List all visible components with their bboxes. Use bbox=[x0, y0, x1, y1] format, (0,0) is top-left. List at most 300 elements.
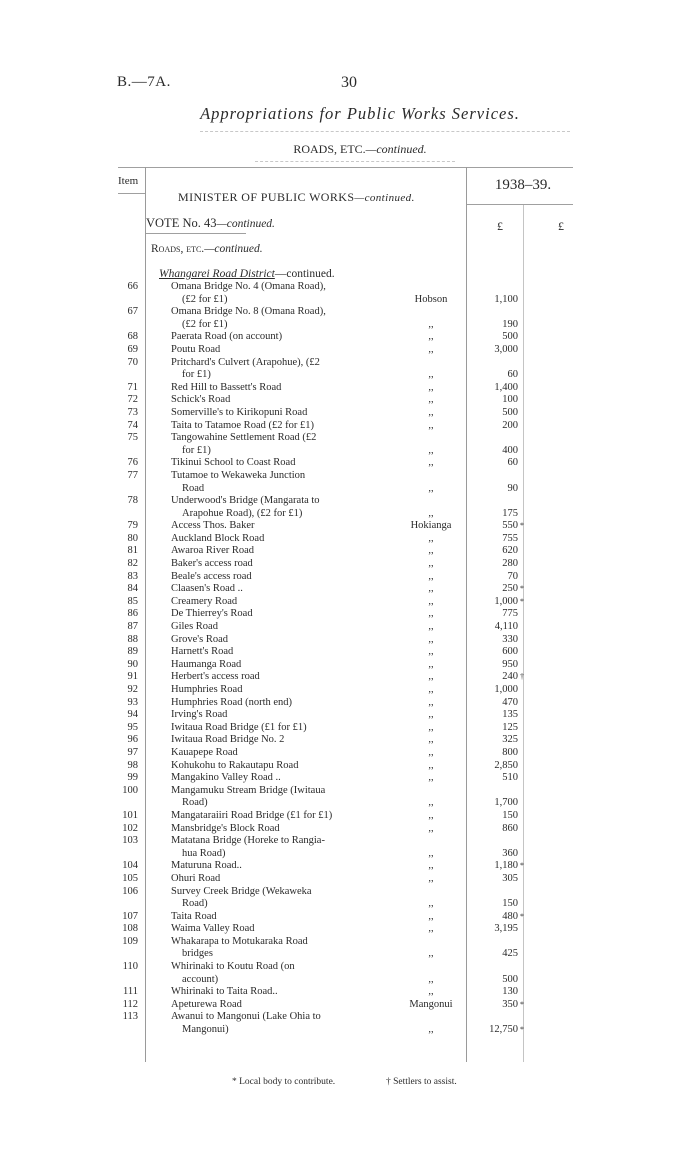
footnote-local-body: * Local body to contribute. bbox=[232, 1077, 336, 1087]
item-number: 74 bbox=[127, 419, 138, 431]
description-line: Tutamoe to Wekaweka Junction bbox=[171, 469, 306, 481]
footnote-mark: * bbox=[520, 911, 524, 921]
item-description bbox=[171, 281, 361, 306]
amount-value: 305 bbox=[502, 872, 518, 884]
electoral-district: ,, bbox=[428, 872, 434, 884]
item-number: 103 bbox=[122, 835, 138, 847]
table-row bbox=[0, 860, 700, 873]
item-description bbox=[171, 533, 361, 546]
amount bbox=[468, 697, 518, 710]
amount bbox=[468, 948, 518, 961]
item-number: 108 bbox=[122, 923, 138, 935]
item-number: 111 bbox=[123, 986, 138, 998]
amount bbox=[468, 571, 518, 584]
electoral-district: ,, bbox=[428, 948, 434, 960]
amount-value: 135 bbox=[502, 709, 518, 721]
electoral-district: ,, bbox=[428, 545, 434, 557]
electoral-district: ,, bbox=[428, 898, 434, 910]
amount bbox=[468, 331, 518, 344]
table-row bbox=[0, 382, 700, 395]
table-row bbox=[0, 646, 700, 659]
item-number: 97 bbox=[127, 746, 138, 758]
amount bbox=[468, 483, 518, 496]
table-row bbox=[0, 823, 700, 836]
electoral-district: ,, bbox=[428, 444, 434, 456]
item-description bbox=[171, 520, 361, 533]
electoral-district: ,, bbox=[428, 696, 434, 708]
item-description bbox=[171, 961, 361, 986]
amount-value: 510 bbox=[502, 772, 518, 784]
item-number: 99 bbox=[127, 772, 138, 784]
amount bbox=[468, 382, 518, 395]
electoral-district: ,, bbox=[428, 973, 434, 985]
amount-value: 175 bbox=[502, 507, 518, 519]
amount-value: 60 bbox=[507, 369, 518, 381]
electoral-district: ,, bbox=[428, 482, 434, 494]
description-line: Mangataraiiri Road Bridge (£1 for £1) bbox=[171, 809, 333, 821]
table-row bbox=[0, 281, 700, 306]
item-description bbox=[171, 583, 361, 596]
electoral-district: ,, bbox=[428, 532, 434, 544]
electoral-district: ,, bbox=[428, 381, 434, 393]
amount bbox=[468, 684, 518, 697]
description-line: Apeturewa Road bbox=[171, 998, 242, 1010]
district-label: Whangarei Road District bbox=[159, 268, 275, 280]
item-number: 87 bbox=[127, 621, 138, 633]
table-row bbox=[0, 545, 700, 558]
table-row bbox=[0, 571, 700, 584]
item-description bbox=[171, 382, 361, 395]
electoral-district: ,, bbox=[428, 734, 434, 746]
item-number: 83 bbox=[127, 570, 138, 582]
item-number: 82 bbox=[127, 558, 138, 570]
item-number: 112 bbox=[122, 998, 138, 1010]
item-number: 79 bbox=[127, 520, 138, 532]
table-row bbox=[0, 961, 700, 986]
description-line: Arapohue Road), (£2 for £1) bbox=[182, 507, 303, 519]
table-row bbox=[0, 470, 700, 495]
item-description bbox=[171, 571, 361, 584]
electoral-district: ,, bbox=[428, 986, 434, 998]
table-row bbox=[0, 986, 700, 999]
item-description bbox=[171, 671, 361, 684]
description-line: Paerata Road (on account) bbox=[171, 331, 283, 343]
description-line: Mangamuku Stream Bridge (Iwitaua bbox=[171, 784, 326, 796]
amount bbox=[468, 595, 524, 609]
item-number: 95 bbox=[127, 721, 138, 733]
table-row bbox=[0, 671, 700, 684]
description-line: Mangakino Valley Road .. bbox=[171, 772, 281, 784]
electoral-district: ,, bbox=[428, 759, 434, 771]
electoral-district: ,, bbox=[428, 772, 434, 784]
electoral-district: ,, bbox=[428, 558, 434, 570]
description-line: Road bbox=[182, 482, 205, 494]
item-number: 86 bbox=[127, 608, 138, 620]
table-row bbox=[0, 420, 700, 433]
table-row bbox=[0, 709, 700, 722]
electoral-district: ,, bbox=[428, 570, 434, 582]
item-number: 67 bbox=[127, 306, 138, 318]
amount bbox=[468, 294, 518, 307]
description-line: Taita to Tatamoe Road (£2 for £1) bbox=[171, 419, 314, 431]
amount bbox=[468, 508, 518, 521]
table-row bbox=[0, 608, 700, 621]
table-row bbox=[0, 621, 700, 634]
item-number: 85 bbox=[127, 595, 138, 607]
table-row bbox=[0, 596, 700, 609]
amount-value: 2,850 bbox=[494, 759, 518, 771]
amount-value: 200 bbox=[502, 419, 518, 431]
amount-value: 3,000 bbox=[494, 343, 518, 355]
item-number: 90 bbox=[127, 658, 138, 670]
item-description bbox=[171, 495, 361, 520]
amount-value: 100 bbox=[502, 394, 518, 406]
description-line: Giles Road bbox=[171, 621, 218, 633]
item-description bbox=[171, 999, 361, 1012]
page-title: Appropriations for Public Works Services. bbox=[200, 104, 520, 123]
description-line: Awanui to Mangonui (Lake Ohia to bbox=[171, 1011, 321, 1023]
amount-value: 950 bbox=[502, 658, 518, 670]
electoral-district: ,, bbox=[428, 457, 434, 469]
amount-value: 12,750 bbox=[489, 1024, 518, 1036]
amount-value: 755 bbox=[502, 532, 518, 544]
electoral-district: ,, bbox=[428, 797, 434, 809]
item-description bbox=[171, 634, 361, 647]
minister-heading bbox=[178, 190, 415, 205]
amount bbox=[468, 797, 518, 810]
footnote-mark: * bbox=[520, 584, 524, 594]
electoral-district: ,, bbox=[428, 721, 434, 733]
subtitle-main: ROADS, ETC. bbox=[293, 142, 366, 156]
electoral-district: ,, bbox=[428, 646, 434, 658]
amount bbox=[468, 646, 518, 659]
table-row bbox=[0, 873, 700, 886]
table-row bbox=[0, 331, 700, 344]
description-line: Beale's access road bbox=[171, 570, 252, 582]
title-rule bbox=[200, 131, 570, 132]
footnote-mark: * bbox=[520, 1025, 524, 1035]
item-number: 78 bbox=[127, 495, 138, 507]
description-line: for £1) bbox=[182, 369, 211, 381]
item-number: 104 bbox=[122, 860, 138, 872]
minister-label: MINISTER OF PUBLIC WORKS bbox=[178, 190, 355, 204]
description-line: Schick's Road bbox=[171, 394, 231, 406]
amount bbox=[468, 533, 518, 546]
table-row bbox=[0, 495, 700, 520]
item-description bbox=[171, 835, 361, 860]
description-line: Kauapepe Road bbox=[171, 746, 238, 758]
item-description bbox=[171, 697, 361, 710]
item-description bbox=[171, 357, 361, 382]
item-number: 92 bbox=[127, 684, 138, 695]
electoral-district: Hobson bbox=[414, 293, 448, 305]
amount-value: 130 bbox=[502, 986, 518, 998]
amount bbox=[468, 420, 518, 433]
item-number: 91 bbox=[127, 671, 138, 683]
amount bbox=[468, 659, 518, 672]
amount bbox=[468, 457, 518, 470]
amount-value: 330 bbox=[502, 633, 518, 645]
amount bbox=[468, 823, 518, 836]
item-number: 81 bbox=[127, 545, 138, 557]
item-description bbox=[171, 760, 361, 773]
description-line: Awaroa River Road bbox=[171, 545, 255, 557]
description-line: Kohukohu to Rakautapu Road bbox=[171, 759, 299, 771]
amount-value: 480 bbox=[502, 910, 518, 922]
electoral-district: ,, bbox=[428, 507, 434, 519]
item-description bbox=[171, 810, 361, 823]
electoral-district: ,, bbox=[428, 822, 434, 834]
roads-heading bbox=[151, 243, 263, 255]
item-description bbox=[171, 823, 361, 836]
amount bbox=[468, 810, 518, 823]
amount-value: 1,700 bbox=[494, 797, 518, 809]
electoral-district: Mangonui bbox=[409, 998, 453, 1010]
item-number: 93 bbox=[127, 696, 138, 708]
description-line: Herbert's access road bbox=[171, 671, 260, 683]
electoral-district: ,, bbox=[428, 394, 434, 406]
footnote-mark: † bbox=[520, 672, 524, 682]
description-line: Ohuri Road bbox=[171, 872, 221, 884]
amount bbox=[468, 923, 518, 936]
item-description bbox=[171, 923, 361, 936]
item-description bbox=[171, 747, 361, 760]
description-line: hua Road) bbox=[182, 847, 226, 859]
item-description bbox=[171, 420, 361, 433]
electoral-district: ,, bbox=[428, 709, 434, 721]
footnote-mark: * bbox=[520, 521, 524, 531]
amount-value: 1,000 bbox=[494, 595, 518, 607]
table-row bbox=[0, 634, 700, 647]
electoral-district: ,, bbox=[428, 746, 434, 758]
vote-label: VOTE No. 43 bbox=[146, 216, 217, 230]
amount bbox=[468, 747, 518, 760]
item-description bbox=[171, 457, 361, 470]
amount-value: 190 bbox=[502, 318, 518, 330]
amount bbox=[468, 558, 518, 571]
amount-value: 500 bbox=[502, 973, 518, 985]
subtitle-continued: —continued. bbox=[365, 142, 427, 156]
item-number: 70 bbox=[127, 356, 138, 368]
item-description bbox=[171, 659, 361, 672]
district-continued: —continued. bbox=[274, 268, 335, 280]
amount-value: 1,180 bbox=[494, 860, 518, 872]
amount bbox=[468, 1024, 524, 1037]
description-line: De Thierrey's Road bbox=[171, 608, 253, 620]
item-description bbox=[171, 344, 361, 357]
item-description bbox=[171, 709, 361, 722]
item-description bbox=[171, 646, 361, 659]
amount-value: 240 bbox=[502, 671, 518, 683]
table-row bbox=[0, 1011, 700, 1036]
electoral-district: ,, bbox=[428, 608, 434, 620]
description-line: Grove's Road bbox=[171, 633, 229, 645]
page-number: 30 bbox=[341, 74, 357, 91]
item-number: 94 bbox=[127, 709, 138, 721]
amount-value: 250 bbox=[502, 583, 518, 595]
amount bbox=[468, 369, 518, 382]
electoral-district: ,, bbox=[428, 318, 434, 330]
amount bbox=[468, 898, 518, 911]
amount-value: 600 bbox=[502, 646, 518, 658]
electoral-district: ,, bbox=[428, 621, 434, 633]
item-number: 84 bbox=[127, 583, 138, 595]
amount bbox=[468, 860, 524, 873]
description-line: Whakarapa to Motukaraka Road bbox=[171, 935, 308, 947]
description-line: Underwood's Bridge (Mangarata to bbox=[171, 495, 320, 507]
item-description bbox=[171, 911, 361, 924]
table-row bbox=[0, 357, 700, 382]
table-top-rule bbox=[118, 167, 573, 168]
appropriations-list bbox=[0, 281, 700, 1037]
table-row bbox=[0, 533, 700, 546]
item-description bbox=[171, 407, 361, 420]
item-description bbox=[171, 470, 361, 495]
amount bbox=[468, 520, 524, 533]
amount bbox=[468, 583, 524, 596]
amount bbox=[468, 998, 524, 1012]
item-number: 105 bbox=[122, 872, 138, 884]
amount-value: 150 bbox=[502, 898, 518, 910]
item-number: 80 bbox=[127, 532, 138, 544]
description-line: Claasen's Road .. bbox=[171, 583, 243, 595]
item-number: 89 bbox=[127, 646, 138, 658]
roads-continued: —continued. bbox=[204, 243, 263, 255]
electoral-district: ,, bbox=[428, 331, 434, 343]
description-line: Humphries Road bbox=[171, 684, 243, 695]
item-number: 110 bbox=[122, 961, 138, 973]
amount-value: 620 bbox=[502, 545, 518, 557]
footnote-settlers: † Settlers to assist. bbox=[386, 1077, 457, 1087]
item-number: 107 bbox=[122, 910, 138, 922]
description-line: Mangonui) bbox=[182, 1024, 229, 1036]
description-line: Maturuna Road.. bbox=[171, 860, 242, 872]
electoral-district: ,, bbox=[428, 343, 434, 355]
description-line: Iwitaua Road Bridge No. 2 bbox=[171, 734, 285, 746]
amount-value: 550 bbox=[502, 520, 518, 532]
item-number: 71 bbox=[127, 381, 138, 393]
amount-value: 800 bbox=[502, 746, 518, 758]
vote-rule bbox=[146, 233, 246, 234]
item-description bbox=[171, 936, 361, 961]
item-description bbox=[171, 873, 361, 886]
description-line: (£2 for £1) bbox=[182, 293, 228, 305]
description-line: (£2 for £1) bbox=[182, 318, 228, 330]
electoral-district: ,, bbox=[428, 633, 434, 645]
vote-heading bbox=[146, 216, 275, 231]
amount bbox=[468, 734, 518, 747]
table-row bbox=[0, 835, 700, 860]
item-number: 102 bbox=[122, 822, 138, 834]
amount-value: 1,000 bbox=[494, 684, 518, 695]
amount-value: 500 bbox=[502, 406, 518, 418]
table-row bbox=[0, 520, 700, 533]
item-number: 75 bbox=[127, 432, 138, 444]
table-row bbox=[0, 936, 700, 961]
electoral-district: ,, bbox=[428, 671, 434, 683]
amount bbox=[468, 986, 518, 999]
description-line: Humphries Road (north end) bbox=[171, 696, 293, 708]
item-description bbox=[171, 331, 361, 344]
description-line: Pritchard's Culvert (Arapohue), (£2 bbox=[171, 356, 320, 368]
description-line: Road) bbox=[182, 797, 208, 809]
item-description bbox=[171, 432, 361, 457]
table-row bbox=[0, 558, 700, 571]
subtitle-rule bbox=[255, 161, 455, 162]
description-line: Road) bbox=[182, 898, 208, 910]
amount-value: 1,400 bbox=[494, 381, 518, 393]
amount bbox=[468, 608, 518, 621]
table-row bbox=[0, 747, 700, 760]
electoral-district: ,, bbox=[428, 658, 434, 670]
amount bbox=[468, 873, 518, 886]
section-subtitle bbox=[0, 142, 700, 157]
table-row bbox=[0, 659, 700, 672]
item-description bbox=[171, 545, 361, 558]
amount-value: 1,100 bbox=[494, 293, 518, 305]
amount bbox=[468, 634, 518, 647]
amount-value: 425 bbox=[502, 948, 518, 960]
item-description bbox=[171, 394, 361, 407]
description-line: Whirinaki to Koutu Road (on bbox=[171, 961, 295, 973]
item-number: 88 bbox=[127, 633, 138, 645]
amount-value: 125 bbox=[502, 721, 518, 733]
electoral-district: ,, bbox=[428, 860, 434, 872]
item-number: 73 bbox=[127, 406, 138, 418]
description-line: Iwitaua Road Bridge (£1 for £1) bbox=[171, 721, 307, 733]
item-description bbox=[171, 860, 361, 873]
description-line: Harnett's Road bbox=[171, 646, 234, 658]
currency-symbol-1: £ bbox=[497, 219, 503, 233]
item-number: 100 bbox=[122, 784, 138, 796]
description-line: Taita Road bbox=[171, 910, 217, 922]
amount-value: 325 bbox=[502, 734, 518, 746]
table-row bbox=[0, 684, 700, 697]
description-line: Survey Creek Bridge (Wekaweka bbox=[171, 885, 312, 897]
item-description bbox=[171, 785, 361, 810]
amount bbox=[468, 910, 524, 924]
description-line: bridges bbox=[182, 948, 213, 960]
currency-symbol-2: £ bbox=[558, 219, 564, 233]
amount-value: 400 bbox=[502, 444, 518, 456]
amount-value: 280 bbox=[502, 558, 518, 570]
item-number: 113 bbox=[122, 1011, 138, 1023]
year-header-rule bbox=[467, 204, 573, 205]
item-description bbox=[171, 306, 361, 331]
amount-value: 150 bbox=[502, 809, 518, 821]
item-number: 76 bbox=[127, 457, 138, 469]
description-line: Mansbridge's Block Road bbox=[171, 822, 280, 834]
description-line: Tangowahine Settlement Road (£2 bbox=[171, 432, 317, 444]
amount bbox=[468, 407, 518, 420]
description-line: Whirinaki to Taita Road.. bbox=[171, 986, 278, 998]
amount-value: 360 bbox=[502, 847, 518, 859]
item-description bbox=[171, 608, 361, 621]
description-line: Omana Bridge No. 8 (Omana Road), bbox=[171, 306, 326, 318]
electoral-district: ,, bbox=[428, 419, 434, 431]
table-row bbox=[0, 697, 700, 710]
item-number: 66 bbox=[127, 281, 138, 292]
item-number: 106 bbox=[122, 885, 138, 897]
amount-value: 775 bbox=[502, 608, 518, 620]
footnote-mark: * bbox=[520, 999, 524, 1009]
district-heading bbox=[159, 268, 335, 280]
amount-value: 350 bbox=[502, 998, 518, 1010]
description-line: Auckland Block Road bbox=[171, 532, 265, 544]
description-line: Irving's Road bbox=[171, 709, 228, 721]
page-reference: B.—7A. bbox=[117, 74, 171, 90]
amount-value: 4,110 bbox=[494, 621, 518, 633]
